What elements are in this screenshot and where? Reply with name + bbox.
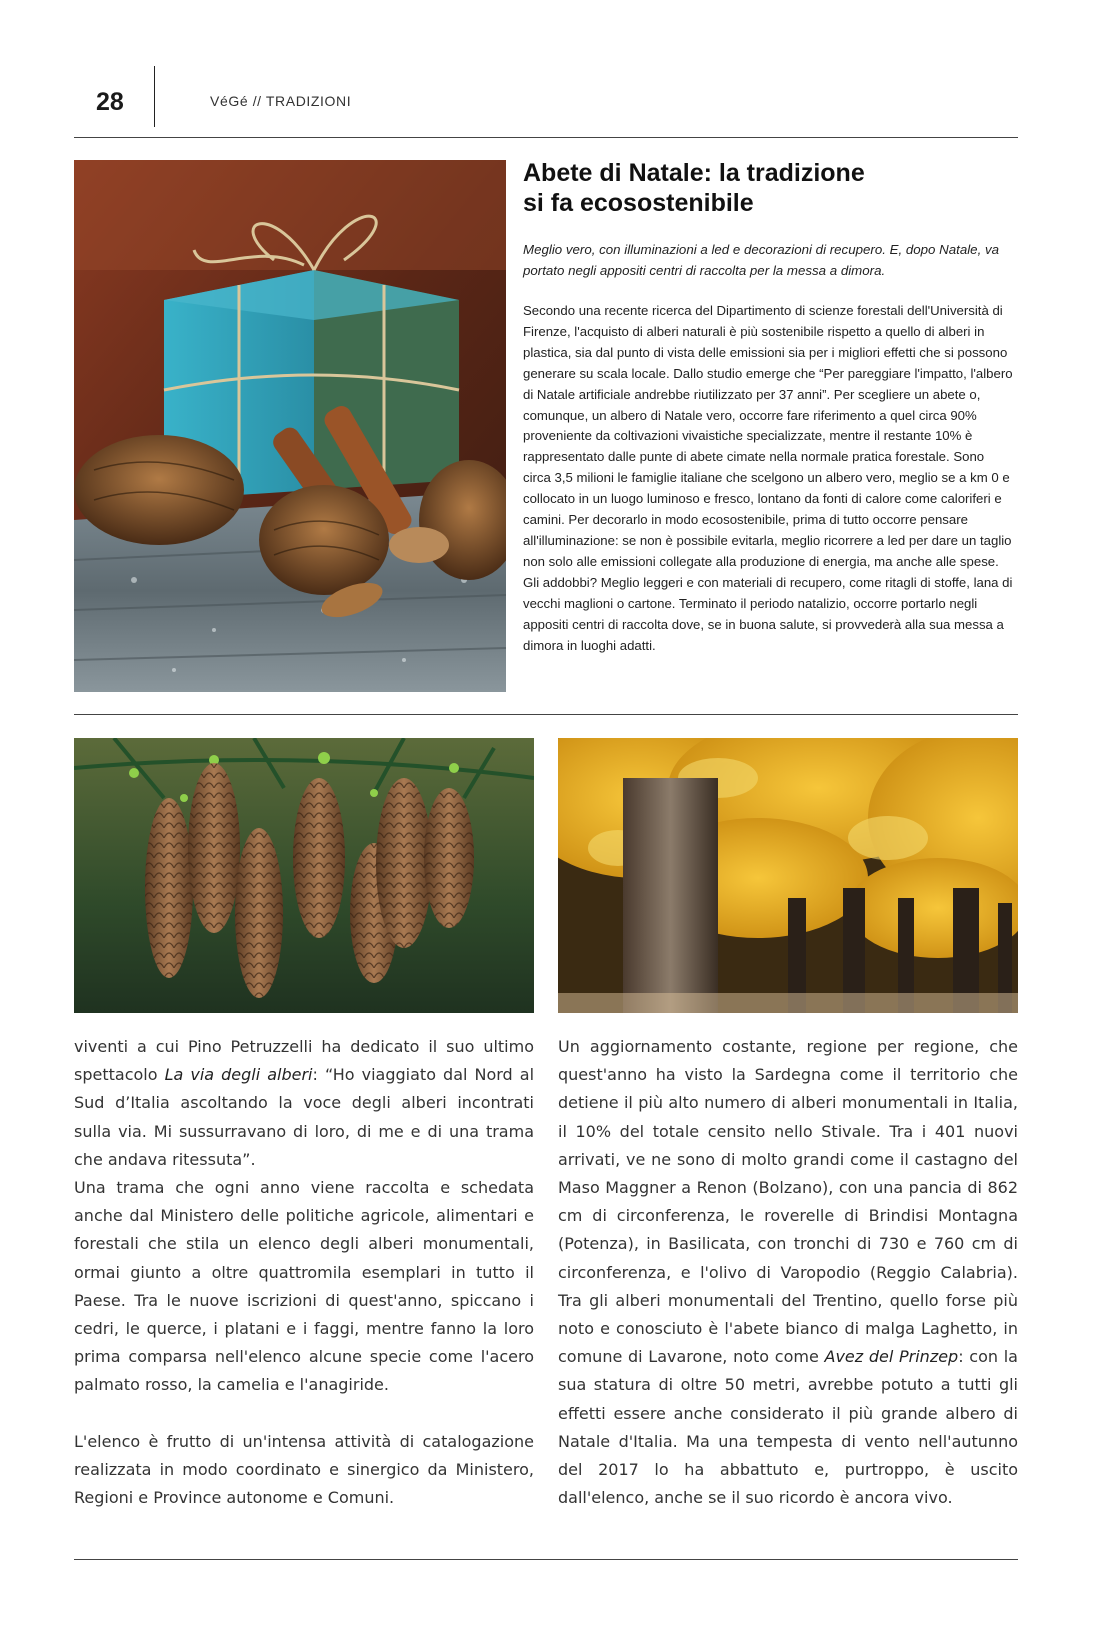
photo-spruce-cones [74, 738, 534, 1013]
left-paragraph-1 [74, 1033, 534, 1174]
article-title-line2: si fa ecosostenibile [523, 189, 754, 217]
left-text-column [74, 1033, 534, 1512]
right-p1-text: Un aggiornamento costante, regione per regione, che quest'anno ha visto la Sardegna come il territorio che detiene il più alto numero di alberi monumentali in Italia, il 10% del totale censito nello Stivale. Tra i 401 nuovi arrivati, ve ne sono di molto grandi come il castagno del Maso Maggner a Renon (Bolzano), con una pancia di 862 cm di circonferenza, le roverelle di Brindisi Montagna (Potenza), in Basilicata, con tronchi di 730 e 760 cm di circonferenza, e l'olivo di Varopodio (Reggio Calabria). Tra gli alberi monumentali del Trentino, quello forse più noto e conosciuto è l'abete bianco di malga Laghetto, in comune di Lavarone, noto come [558, 1037, 1018, 1367]
article-title-line1: Abete di Natale: la tradizione [523, 159, 865, 187]
show-title: La via degli alberi [164, 1065, 313, 1085]
photo-autumn-trees [558, 738, 1018, 1013]
page-number: 28 [96, 88, 124, 116]
photo-gift-pinecones [74, 160, 506, 692]
left-paragraph-2: Una trama che ogni anno viene raccolta e schedata anche dal Ministero delle politiche agricole, alimentari e forestali che stila un elenco degli alberi monumentali, ormai giunto a oltre quattromila esemplari in tutto il Paese. Tra le nuove iscrizioni di quest'anno, spiccano i cedri, le querce, i platani e i faggi, mentre fanno la loro prima comparsa nell'elenco alcune specie come l'acero palmato rosso, la camelia e l'anagiride. [74, 1178, 534, 1395]
right-text-column [558, 1033, 1018, 1512]
right-paragraph-1 [558, 1033, 1018, 1512]
left-p1-text: viventi a cui Pino Petruzzelli ha dedicato il suo ultimo spettacolo [74, 1037, 534, 1085]
header-divider [154, 66, 155, 127]
article-body: Secondo una recente ricerca del Dipartimento di scienze forestali dell'Università di Firenze, l'acquisto di alberi naturali è più sostenibile rispetto a quello di alberi in plastica, sia dal punto di vista delle emissioni sia per i migliori effetti che si possono generare su scala locale. Dallo studio emerge che “Per pareggiare l'impatto, l'albero di Natale artificiale andrebbe riutilizzato per 37 anni”. Per scegliere un abete o, comunque, un albero di Natale vero, occorre fare riferimento a quel circa 90% proveniente da coltivazioni vivaistiche specializzate, mentre il restante 10% è rappresentato dalle punte di abete cimate nella normale pratica forestale. Sono circa 3,5 milioni le famiglie italiane che scelgono un albero vero, meglio se a km 0 e collocato in un luogo luminoso e fresco, lontano da fonti di calore come caloriferi e camini. Per decorarlo in modo ecosostenibile, prima di tutto occorre pensare all'illuminazione: se non è possibile evitarla, meglio ricorrere a led per dare un taglio non solo alle emissioni collegate alla produzione di energia, ma anche alle spese. Gli addobbi? Meglio leggeri e con materiali di recupero, come ritagli di stoffe, lana di vecchi maglioni o cartone. Terminato il periodo natalizio, occorre portarlo negli appositi centri di raccolta dove, se in buona salute, si provvederà alla sua messa a dimora in luoghi adatti. [523, 303, 1013, 653]
article-title [523, 158, 1013, 218]
running-header: VéGé // TRADIZIONI [210, 93, 352, 109]
article-lead: Meglio vero, con illuminazioni a led e decorazioni di recupero. E, dopo Natale, va portato negli appositi centri di raccolta per la messa a dimora. [523, 242, 1000, 278]
tree-name: Avez del Prinzep [824, 1347, 959, 1367]
bottom-rule [74, 1559, 1018, 1560]
top-rule [74, 137, 1018, 138]
right-p1-end: : con la sua statura di oltre 50 metri, avrebbe potuto a tutti gli effetti essere anche considerato il più grande albero di Natale d'Italia. Ma una tempesta di vento nell'autunno del 2017 lo ha abbattuto e, purtroppo, è uscito dall'elenco, anche se il suo ricordo è ancora vivo. [558, 1347, 1018, 1508]
left-p1-quote: : “Ho viaggiato dal Nord al Sud d’Italia ascoltando la voce degli alberi incontrati sulla via. Mi sussurravano di loro, di me e di una trama che andava ritessuta”. [74, 1065, 535, 1169]
middle-rule [74, 714, 1018, 715]
left-paragraph-3: L'elenco è frutto di un'intensa attività di catalogazione realizzata in modo coordinato e sinergico da Ministero, Regioni e Province autonome e Comuni. [74, 1431, 534, 1508]
